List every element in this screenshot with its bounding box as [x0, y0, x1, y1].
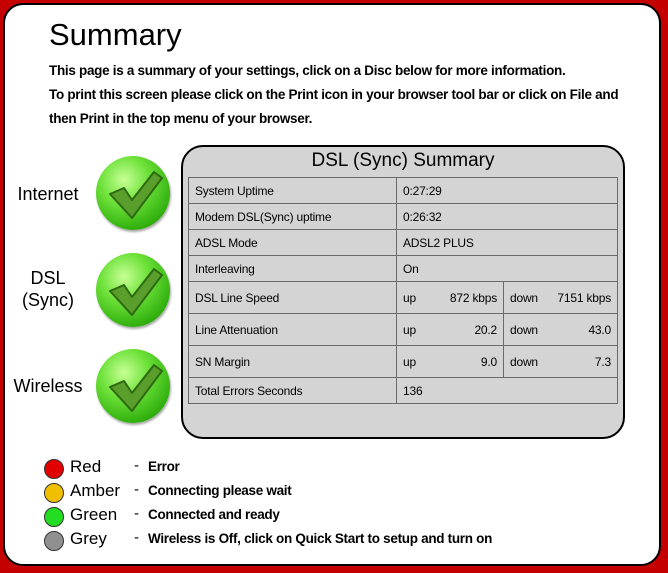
checkmark-icon	[102, 261, 166, 321]
legend-description: Error	[148, 459, 180, 474]
grey-dot-icon	[44, 531, 64, 551]
legend-dash: -	[134, 481, 139, 498]
intro-text	[49, 59, 639, 131]
green-dot-icon	[44, 507, 64, 527]
row-label: Total Errors Seconds	[189, 378, 397, 404]
dsl-status-disc[interactable]	[96, 253, 170, 327]
up-value: 9.0	[439, 346, 504, 378]
table-row	[189, 230, 618, 256]
down-label: down	[504, 314, 547, 346]
amber-dot-icon	[44, 483, 64, 503]
row-label: SN Margin	[189, 346, 397, 378]
disc-label-wireless: Wireless	[13, 376, 83, 396]
dsl-summary-panel	[181, 145, 625, 439]
row-value: 0:27:29	[397, 178, 618, 204]
row-label: Interleaving	[189, 256, 397, 282]
row-value: On	[397, 256, 618, 282]
down-value: 43.0	[546, 314, 618, 346]
row-value: 136	[397, 378, 618, 404]
up-label: up	[397, 282, 440, 314]
checkmark-icon	[102, 357, 166, 417]
down-value: 7151 kbps	[546, 282, 618, 314]
legend-dash: -	[134, 505, 139, 522]
panel-title: DSL (Sync) Summary	[311, 150, 495, 171]
legend-description: Connecting please wait	[148, 483, 292, 498]
legend-color-name: Red	[70, 457, 102, 476]
table-row	[189, 346, 618, 378]
row-label: DSL Line Speed	[189, 282, 397, 314]
table-row	[189, 378, 618, 404]
row-label: Modem DSL(Sync) uptime	[189, 204, 397, 230]
table-row	[189, 282, 618, 314]
intro-line: This page is a summary of your settings, click on a Disc below for more information.	[49, 63, 566, 78]
intro-line: then Print in the top menu of your browser.	[49, 111, 313, 126]
table-row	[189, 178, 618, 204]
down-label: down	[504, 282, 547, 314]
dsl-stats-table	[188, 177, 618, 404]
checkmark-icon	[102, 164, 166, 224]
row-label: System Uptime	[189, 178, 397, 204]
row-value: ADSL2 PLUS	[397, 230, 618, 256]
legend-description: Connected and ready	[148, 507, 280, 522]
row-value: 0:26:32	[397, 204, 618, 230]
intro-line: To print this screen please click on the Print icon in your browser tool bar or click on File and	[49, 87, 619, 102]
legend-dash: -	[134, 529, 139, 546]
wireless-status-disc[interactable]	[96, 349, 170, 423]
up-label: up	[397, 346, 440, 378]
row-label: ADSL Mode	[189, 230, 397, 256]
down-value: 7.3	[546, 346, 618, 378]
down-label: down	[504, 346, 547, 378]
up-label: up	[397, 314, 440, 346]
legend-color-name: Grey	[70, 529, 107, 548]
table-row	[189, 314, 618, 346]
legend-color-name: Amber	[70, 481, 121, 500]
disc-label-dsl: DSL (Sync)	[21, 268, 74, 310]
table-row	[189, 204, 618, 230]
row-label: Line Attenuation	[189, 314, 397, 346]
legend-dash: -	[134, 457, 139, 474]
legend-color-name: Green	[70, 505, 118, 524]
legend-description: Wireless is Off, click on Quick Start to setup and turn on	[148, 531, 493, 546]
up-value: 872 kbps	[439, 282, 504, 314]
red-dot-icon	[44, 459, 64, 479]
table-row	[189, 256, 618, 282]
up-value: 20.2	[439, 314, 504, 346]
internet-status-disc[interactable]	[96, 156, 170, 230]
disc-label-internet: Internet	[17, 184, 79, 204]
page-title: Summary	[49, 17, 182, 52]
